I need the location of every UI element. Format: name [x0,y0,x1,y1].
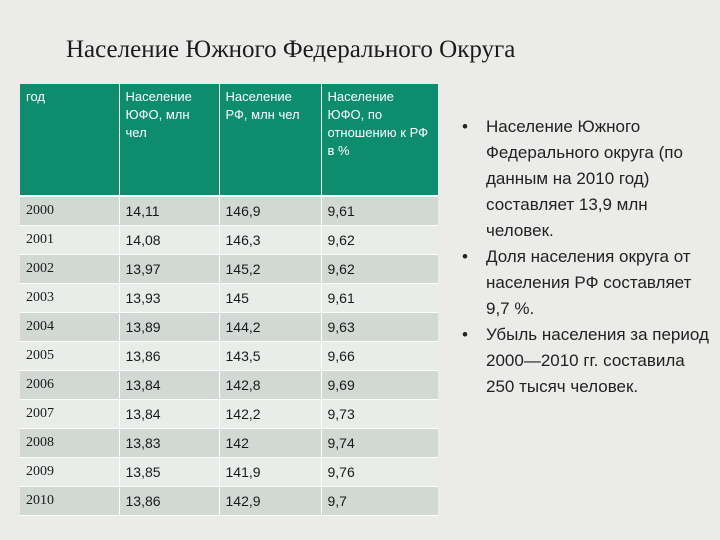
cell-rf-population: 142,2 [219,399,321,428]
table-row [20,196,438,225]
cell-ufo-population: 13,93 [119,283,219,312]
bullet-marker: • [462,117,468,136]
cell-ufo-population: 13,85 [119,457,219,486]
cell-ufo-population: 13,97 [119,254,219,283]
table-row [20,457,438,486]
table-row [20,399,438,428]
bullet-list [458,114,710,400]
table-row [20,312,438,341]
cell-rf-population: 144,2 [219,312,321,341]
table-header-row [20,84,438,196]
table-row [20,283,438,312]
table-row [20,341,438,370]
cell-ufo-share: 9,69 [321,370,438,399]
table-row [20,370,438,399]
cell-ufo-share: 9,62 [321,225,438,254]
cell-year: 2003 [20,283,119,312]
cell-ufo-population: 13,84 [119,370,219,399]
bullet-item [458,322,710,400]
cell-year: 2008 [20,428,119,457]
cell-ufo-share: 9,76 [321,457,438,486]
cell-year: 2002 [20,254,119,283]
header-rf-population: Население РФ, млн чел [219,84,321,196]
table-body [20,196,438,515]
cell-year: 2007 [20,399,119,428]
cell-ufo-population: 14,08 [119,225,219,254]
cell-ufo-population: 13,84 [119,399,219,428]
cell-rf-population: 143,5 [219,341,321,370]
cell-rf-population: 145 [219,283,321,312]
cell-ufo-population: 13,86 [119,341,219,370]
bullet-text: Убыль населения за период 2000—2010 гг. составила 250 тысяч человек. [486,325,709,396]
cell-rf-population: 142 [219,428,321,457]
header-year: год [20,84,119,196]
cell-ufo-share: 9,63 [321,312,438,341]
cell-ufo-population: 14,11 [119,196,219,225]
cell-ufo-share: 9,61 [321,283,438,312]
cell-year: 2010 [20,486,119,515]
header-ufo-population: Население ЮФО, млн чел [119,84,219,196]
slide-title: Население Южного Федерального Округа [66,36,516,63]
cell-year: 2001 [20,225,119,254]
cell-rf-population: 146,9 [219,196,321,225]
cell-ufo-population: 13,89 [119,312,219,341]
cell-rf-population: 141,9 [219,457,321,486]
bullet-marker: • [462,247,468,266]
cell-ufo-population: 13,86 [119,486,219,515]
cell-year: 2009 [20,457,119,486]
cell-ufo-share: 9,66 [321,341,438,370]
bullet-marker: • [462,325,468,344]
bullet-item [458,244,710,322]
cell-ufo-share: 9,62 [321,254,438,283]
table-row [20,225,438,254]
bullet-text: Доля населения округа от населения РФ составляет 9,7 %. [486,247,692,318]
bullet-text: Население Южного Федерального округа (по данным на 2010 год) составляет 13,9 млн человек. [486,117,683,240]
cell-year: 2000 [20,196,119,225]
cell-year: 2005 [20,341,119,370]
cell-ufo-share: 9,73 [321,399,438,428]
table-row [20,254,438,283]
cell-ufo-share: 9,61 [321,196,438,225]
cell-rf-population: 146,3 [219,225,321,254]
cell-ufo-population: 13,83 [119,428,219,457]
cell-year: 2004 [20,312,119,341]
cell-ufo-share: 9,74 [321,428,438,457]
population-table [20,84,438,516]
cell-rf-population: 142,9 [219,486,321,515]
bullet-item [458,114,710,244]
table-row [20,428,438,457]
table-row [20,486,438,515]
cell-year: 2006 [20,370,119,399]
cell-rf-population: 145,2 [219,254,321,283]
header-ufo-share: Население ЮФО, по отношению к РФ в % [321,84,438,196]
cell-rf-population: 142,8 [219,370,321,399]
cell-ufo-share: 9,7 [321,486,438,515]
